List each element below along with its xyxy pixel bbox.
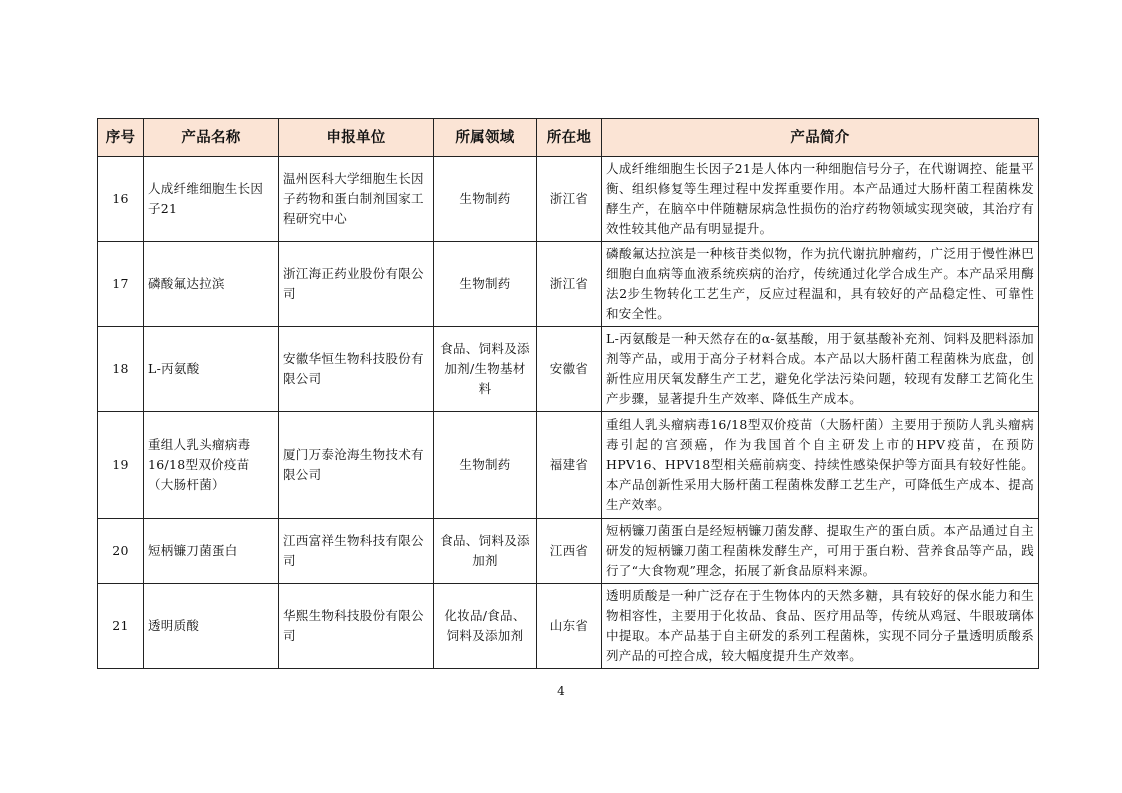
product-description: 透明质酸是一种广泛存在于生物体内的天然多糖，具有较好的保水能力和生物相容性，主要用于化妆品、食品、医疗用品等，传统从鸡冠、牛眼玻璃体中提取。本产品基于自主研发的系列工程菌株，实现不同分子量透明质酸系列产品的可控合成，较大幅度提升生产效率。 xyxy=(602,584,1039,669)
header-no: 序号 xyxy=(98,119,144,157)
product-name: 重组人乳头瘤病毒16/18型双价疫苗（大肠杆菌） xyxy=(144,412,279,519)
product-name: 人成纤维细胞生长因子21 xyxy=(144,157,279,242)
product-location: 浙江省 xyxy=(537,242,602,327)
row-number: 19 xyxy=(98,412,144,519)
row-number: 18 xyxy=(98,327,144,412)
table-row xyxy=(98,242,1039,327)
applicant-unit: 江西富祥生物科技有限公司 xyxy=(279,519,434,584)
product-description: 磷酸氟达拉滨是一种核苷类似物，作为抗代谢抗肿瘤药，广泛用于慢性淋巴细胞白血病等血液系统疾病的治疗，传统通过化学合成生产。本产品采用酶法2步生物转化工艺生产，反应过程温和，具有较好的产品稳定性、可靠性和安全性。 xyxy=(602,242,1039,327)
product-description: L-丙氨酸是一种天然存在的α-氨基酸，用于氨基酸补充剂、饲料及肥料添加剂等产品，或用于高分子材料合成。本产品以大肠杆菌工程菌株为底盘，创新性应用厌氧发酵生产工艺，避免化学法污染问题，较现有发酵工艺简化生产步骤，显著提升生产效率、降低生产成本。 xyxy=(602,327,1039,412)
product-location: 安徽省 xyxy=(537,327,602,412)
header-location: 所在地 xyxy=(537,119,602,157)
row-number: 20 xyxy=(98,519,144,584)
table-header-row xyxy=(98,119,1039,157)
products-table xyxy=(97,118,1039,669)
header-applicant: 申报单位 xyxy=(279,119,434,157)
table-row xyxy=(98,157,1039,242)
header-product-name: 产品名称 xyxy=(144,119,279,157)
product-field: 食品、饲料及添加剂 xyxy=(434,519,537,584)
product-description: 短柄镰刀菌蛋白是经短柄镰刀菌发酵、提取生产的蛋白质。本产品通过自主研发的短柄镰刀菌工程菌株发酵生产，可用于蛋白粉、营养食品等产品，践行了“大食物观”理念，拓展了新食品原料来源。 xyxy=(602,519,1039,584)
header-field: 所属领域 xyxy=(434,119,537,157)
table-row xyxy=(98,412,1039,519)
row-number: 21 xyxy=(98,584,144,669)
page-number: 4 xyxy=(557,684,565,698)
table-row xyxy=(98,327,1039,412)
applicant-unit: 厦门万泰沧海生物技术有限公司 xyxy=(279,412,434,519)
product-location: 浙江省 xyxy=(537,157,602,242)
product-field: 生物制药 xyxy=(434,157,537,242)
product-name: 磷酸氟达拉滨 xyxy=(144,242,279,327)
applicant-unit: 安徽华恒生物科技股份有限公司 xyxy=(279,327,434,412)
product-field: 生物制药 xyxy=(434,242,537,327)
product-field: 生物制药 xyxy=(434,412,537,519)
header-description: 产品简介 xyxy=(602,119,1039,157)
row-number: 17 xyxy=(98,242,144,327)
product-location: 江西省 xyxy=(537,519,602,584)
product-description: 重组人乳头瘤病毒16/18型双价疫苗（大肠杆菌）主要用于预防人乳头瘤病毒引起的宫颈癌，作为我国首个自主研发上市的HPV疫苗，在预防HPV16、HPV18型相关癌前病变、持续性感染保护等方面具有较好性能。本产品创新性采用大肠杆菌工程菌株发酵工艺生产，可降低生产成本、提高生产效率。 xyxy=(602,412,1039,519)
product-name: 短柄镰刀菌蛋白 xyxy=(144,519,279,584)
applicant-unit: 华熙生物科技股份有限公司 xyxy=(279,584,434,669)
product-field: 化妆品/食品、饲料及添加剂 xyxy=(434,584,537,669)
table-row xyxy=(98,584,1039,669)
product-name: 透明质酸 xyxy=(144,584,279,669)
product-name: L-丙氨酸 xyxy=(144,327,279,412)
applicant-unit: 温州医科大学细胞生长因子药物和蛋白制剂国家工程研究中心 xyxy=(279,157,434,242)
table-row xyxy=(98,519,1039,584)
product-location: 福建省 xyxy=(537,412,602,519)
row-number: 16 xyxy=(98,157,144,242)
product-field: 食品、饲料及添加剂/生物基材料 xyxy=(434,327,537,412)
applicant-unit: 浙江海正药业股份有限公司 xyxy=(279,242,434,327)
product-location: 山东省 xyxy=(537,584,602,669)
product-description: 人成纤维细胞生长因子21是人体内一种细胞信号分子，在代谢调控、能量平衡、组织修复等生理过程中发挥重要作用。本产品通过大肠杆菌工程菌株发酵生产，在脑卒中伴随糖尿病急性损伤的治疗药物领域实现突破，其治疗有效性较其他产品有明显提升。 xyxy=(602,157,1039,242)
